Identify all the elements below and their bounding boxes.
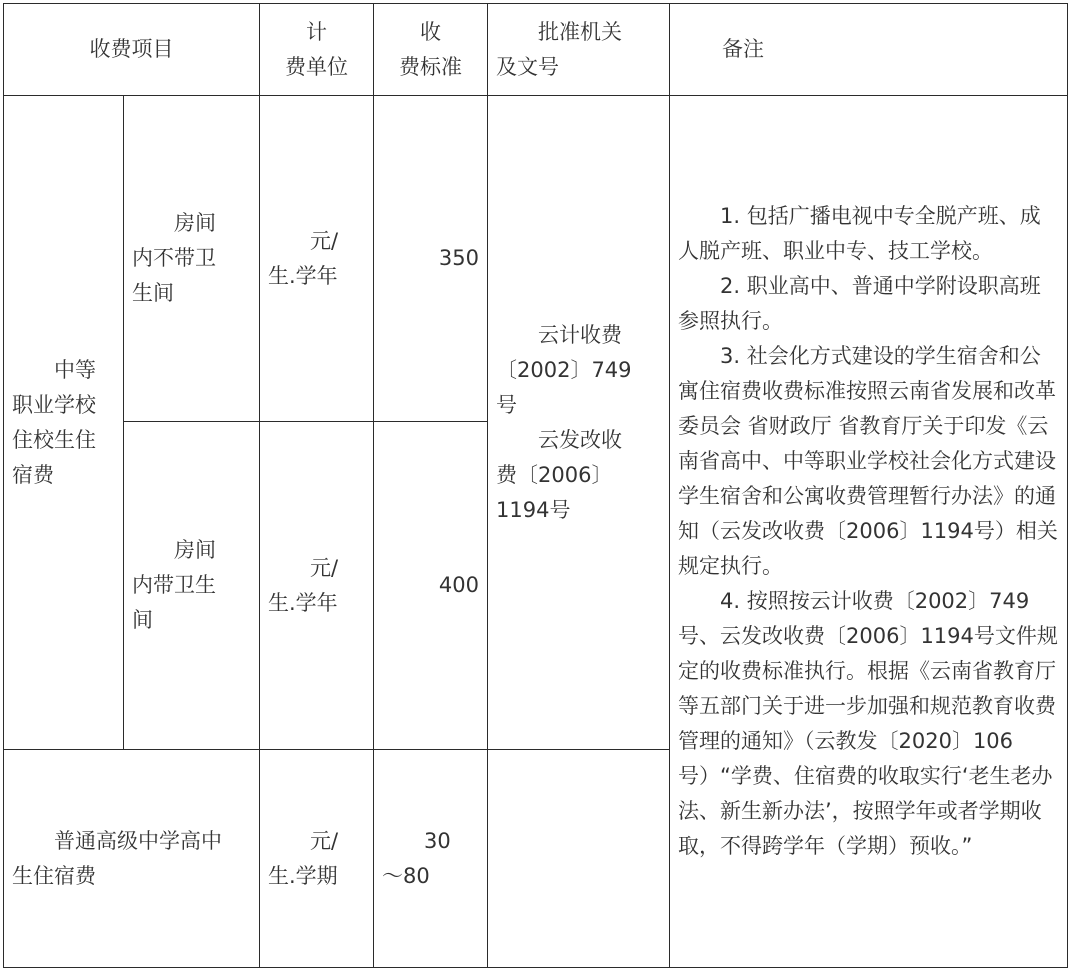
room-with-bath-cell: 房间 内带卫生 间: [124, 422, 260, 750]
table-row: [4, 96, 1068, 422]
unit-cell: 元/ 生.学年: [260, 422, 374, 750]
note-2: 2. 职业高中、普通中学附设职高班参照执行。: [678, 274, 1041, 333]
unit-cell: 元/ 生.学期: [260, 750, 374, 968]
note-1: 1. 包括广播电视中专全脱产班、成人脱产班、职业中专、技工学校。: [678, 204, 1041, 263]
header-unit: 计 费单位: [260, 4, 374, 96]
note-4: 4. 按照按云计收费〔2002〕749号、云发改收费〔2006〕1194号文件规定的收费标准执行。根据《云南省教育厅等五部门关于进一步加强和规范教育收费管理的通知》（云教发〔2020〕106号）“学费、住宿费的收取实行‘老生老办法、新生新办法’，按照学年或者学期收取，不得跨学年（学期）预收。”: [678, 589, 1058, 858]
header-notes: 备注: [670, 4, 1068, 96]
note-3: 3. 社会化方式建设的学生宿舍和公寓住宿费收费标准按照云南省发展和改革委员会 省财政厅 省教育厅关于印发《云南省高中、中等职业学校社会化方式建设学生宿舍和公寓收费管理暂行办法》的通知（云发改收费〔2006〕1194号）相关规定执行。: [678, 344, 1058, 578]
header-standard: 收 费标准: [374, 4, 488, 96]
standard-cell: 400: [374, 422, 488, 750]
standard-cell: 30 ～80: [374, 750, 488, 968]
header-authority: 批准机关 及文号: [488, 4, 670, 96]
notes-cell: [670, 96, 1068, 968]
highschool-cell: 普通高级中学高中 生住宿费: [4, 750, 260, 968]
authority-cell: 云计收费 〔2002〕749 号 云发改收 费〔2006〕 1194号: [488, 96, 670, 750]
unit-cell: 元/ 生.学年: [260, 96, 374, 422]
standard-cell: 350: [374, 96, 488, 422]
category-cell: 中等 职业学校 住校生住 宿费: [4, 96, 124, 750]
authority-empty-cell: [488, 750, 670, 968]
header-row: [4, 4, 1068, 96]
fee-table: [3, 3, 1068, 968]
room-no-bath-cell: 房间 内不带卫 生间: [124, 96, 260, 422]
header-item: 收费项目: [4, 4, 260, 96]
